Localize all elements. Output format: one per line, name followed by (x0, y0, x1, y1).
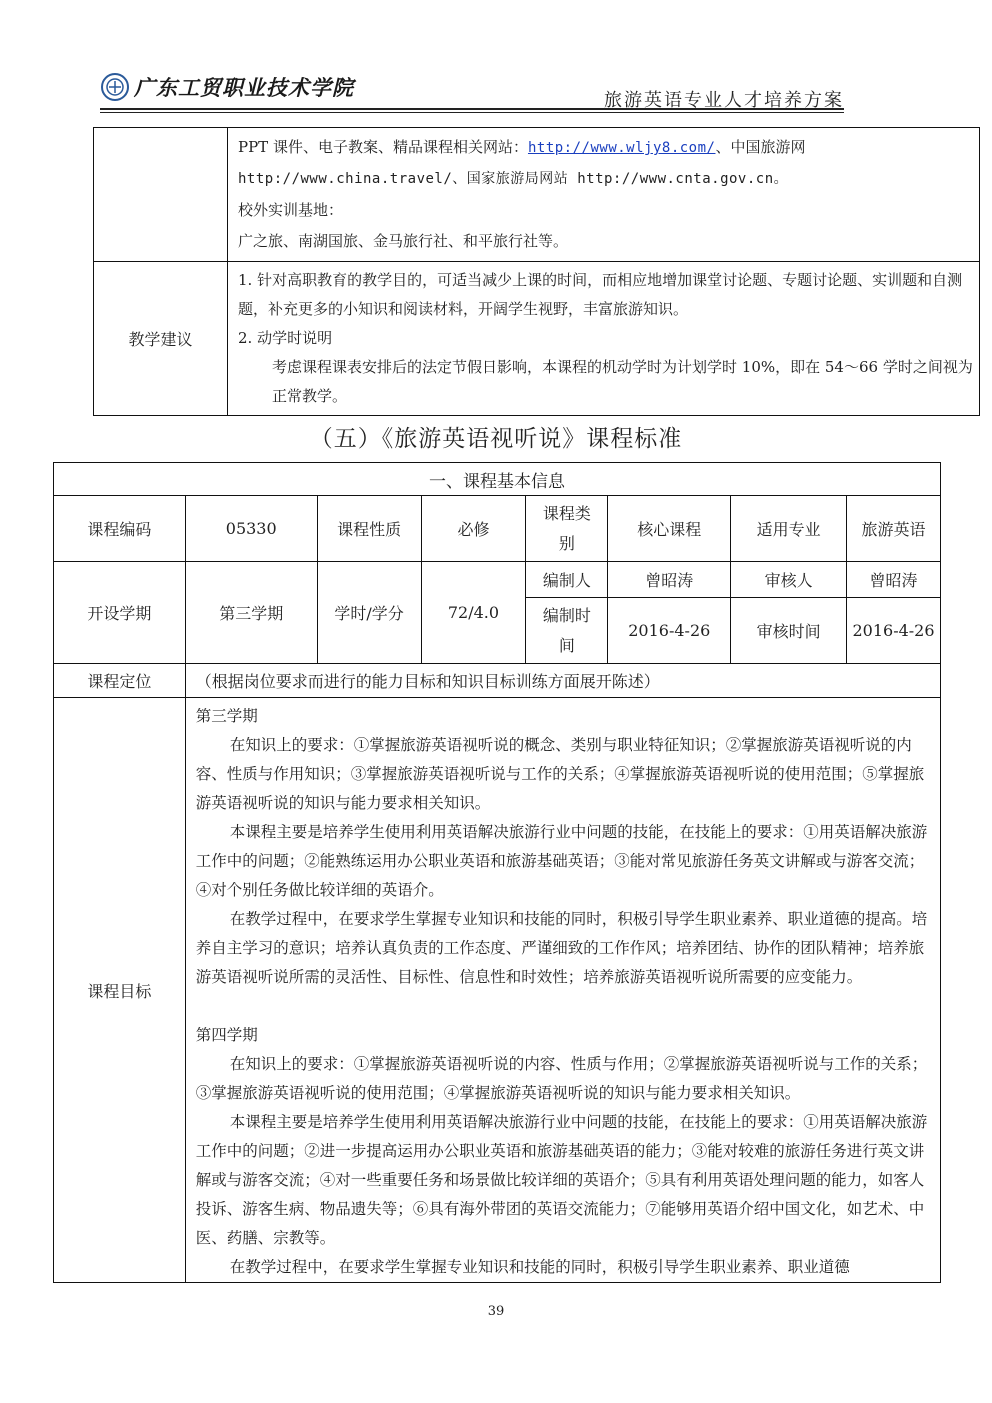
review-time: 2016-4-26 (847, 598, 941, 664)
basic-info-header: 一、课程基本信息 (54, 463, 941, 496)
school-emblem-icon (100, 72, 130, 102)
wljy8-link[interactable]: http://www.wljy8.com/ (527, 140, 716, 156)
goal-s4-knowledge: 在知识上的要求：①掌握旅游英语视听说的内容、性质与作用；②掌握旅游英语视听说与工作的关系；③掌握旅游英语视听说的使用范围；④掌握旅游英语视听说的知识与能力要求相关知识。 (195, 1055, 928, 1102)
course-nature-label: 课程性质 (317, 496, 421, 562)
goal-label: 课程目标 (54, 698, 186, 1283)
resources-line-1 (238, 132, 973, 164)
page-number: 39 (487, 1304, 505, 1319)
goal-content (185, 698, 940, 1283)
school-logo (100, 72, 354, 102)
resources-text: 、中国旅游网 (715, 138, 806, 156)
header-rule (100, 108, 844, 110)
teaching-advice-content (228, 262, 980, 416)
course-code: 05330 (185, 496, 317, 562)
author-label: 编制人 (526, 562, 608, 598)
document-title: 旅游英语专业人才培养方案 (604, 90, 844, 111)
resources-line-3: 校外实训基地： (238, 201, 344, 219)
section-title: （五）《旅游英语视听说》课程标准 (309, 426, 683, 452)
goal-spacer (196, 992, 930, 1021)
course-code-label: 课程编码 (54, 496, 186, 562)
author: 曾昭涛 (608, 562, 731, 598)
course-category-label: 课程类别 (526, 496, 608, 562)
resources-line-2: http://www.china.travel/、国家旅游局网站 http://www.cnta.gov.cn。 (238, 171, 789, 187)
major-label: 适用专业 (731, 496, 847, 562)
position-text: （根据岗位要求而进行的能力目标和知识目标训练方面展开陈述） (185, 664, 940, 698)
goal-s4-skills: 本课程主要是培养学生使用利用英语解决旅游行业中问题的技能，在技能上的要求：①用英语解决旅游工作中的问题；②进一步提高运用办公职业英语和旅游基础英语的能力；③能对较难的旅游任务进行英文讲解或与游客交流；④对一些重要任务和场景做比较详细的英语介；⑤具有利用英语处理问题的能力，如客人投诉、游客生病、物品遗失等；⑥具有海外带团的英语交流能力；⑦能够用英语介绍中国文化，如艺术、中医、药膳、宗教等。 (195, 1113, 928, 1247)
goal-s3-quality: 在教学过程中，在要求学生掌握专业知识和技能的同时，积极引导学生职业素养、职业道德的提高。培养自主学习的意识；培养认真负责的工作态度、严谨细致的工作作风；培养团结、协作的团队精神；培养旅游英语视听说所需的灵活性、目标性、信息性和时效性；培养旅游英语视听说所需要的应变能力。 (195, 910, 928, 986)
goal-semester-4-title: 第四学期 (195, 1026, 258, 1044)
goal-s3-knowledge: 在知识上的要求：①掌握旅游英语视听说的概念、类别与职业特征知识；②掌握旅游英语视听说的内容、性质与作用知识；③掌握旅游英语视听说与工作的关系；④掌握旅游英语视听说的使用范围；⑤掌握旅游英语视听说的知识与能力要求相关知识。 (195, 736, 925, 812)
goal-s4-quality: 在教学过程中，在要求学生掌握专业知识和技能的同时，积极引导学生职业素养、职业道德 (229, 1258, 850, 1276)
resources-content-cell (228, 128, 980, 262)
reviewer-label: 审核人 (731, 562, 847, 598)
advice-paragraph-3: 考虑课程课表安排后的法定节假日影响，本课程的机动学时为计划学时 10%，即在 54～66 学时之间视为正常教学。 (272, 358, 973, 405)
resources-line-4: 广之旅、南湖国旅、金马旅行社、和平旅行社等。 (238, 232, 569, 250)
semester-label: 开设学期 (54, 562, 186, 664)
compile-time-label: 编制时间 (526, 598, 608, 664)
page-header (100, 72, 844, 112)
position-label: 课程定位 (54, 664, 186, 698)
teaching-advice-row (94, 262, 980, 416)
goal-s3-skills: 本课程主要是培养学生使用利用英语解决旅游行业中问题的技能，在技能上的要求：①用英语解决旅游工作中的问题；②能熟练运用办公职业英语和旅游基础英语；③能对常见旅游任务英文讲解或与游客交流；④对个别任务做比较详细的英语介。 (195, 823, 928, 899)
course-category: 核心课程 (608, 496, 731, 562)
teaching-advice-label: 教学建议 (94, 262, 228, 416)
school-name: 广东工贸职业技术学院 (134, 75, 354, 100)
semester: 第三学期 (185, 562, 317, 664)
teaching-resources-table (93, 127, 980, 416)
major: 旅游英语 (847, 496, 941, 562)
resources-row (94, 128, 980, 262)
review-time-label: 审核时间 (731, 598, 847, 664)
goal-semester-3-title: 第三学期 (195, 707, 258, 725)
header-rule-thin (100, 112, 844, 113)
course-info-table (53, 462, 941, 1283)
advice-paragraph-2: 2. 动学时说明 (238, 329, 333, 347)
hours-label: 学时/学分 (317, 562, 421, 664)
compile-time: 2016-4-26 (608, 598, 731, 664)
advice-paragraph-1: 1. 针对高职教育的教学目的，可适当减少上课的时间，而相应地增加课堂讨论题、专题讨论题、实训题和自测题，补充更多的小知识和阅读材料，开阔学生视野，丰富旅游知识。 (238, 271, 963, 318)
resources-label-cell (94, 128, 228, 262)
hours: 72/4.0 (421, 562, 526, 664)
reviewer: 曾昭涛 (847, 562, 941, 598)
resources-text: PPT 课件、电子教案、精品课程相关网站： (238, 138, 528, 156)
course-nature: 必修 (421, 496, 526, 562)
